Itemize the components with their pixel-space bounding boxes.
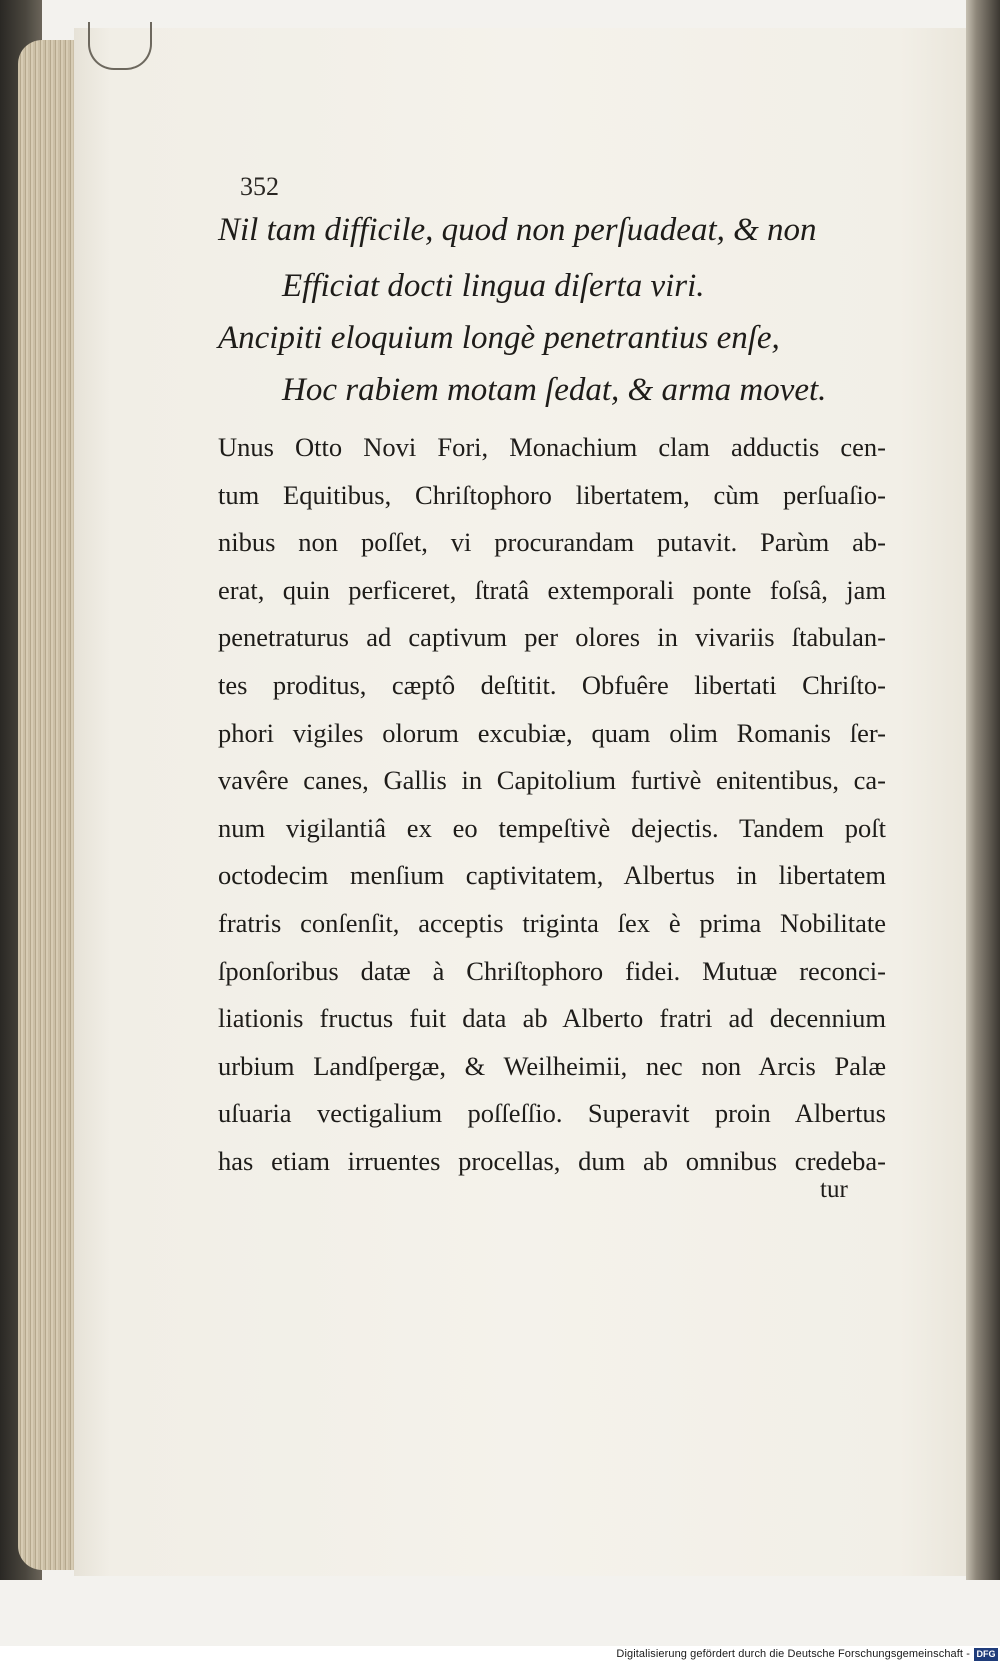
text-line: tes proditus, cæptô deſtitit. Obfuêre libertati Chriſto- xyxy=(218,669,886,700)
page-number: 352 xyxy=(240,172,279,201)
text-line: fratris conſenſit, acceptis triginta ſex è prima Nobilitate xyxy=(218,907,886,938)
text-line: Unus Otto Novi Fori, Monachium clam adductis cen- xyxy=(218,432,886,462)
text-line: has etiam irruentes procellas, dum ab omnibus credeba- xyxy=(218,1145,886,1176)
body-text xyxy=(218,424,886,1186)
text-line: erat, quin perficeret, ſtratâ extemporali ponte foſsâ, jam xyxy=(218,574,886,605)
text-line: octodecim menſium captivitatem, Albertus in libertatem xyxy=(218,860,886,891)
digitization-credit: Digitalisierung gefördert durch die Deutsche Forschungsgemeinschaft - xyxy=(616,1648,970,1660)
dfg-logo: DFG xyxy=(974,1648,998,1661)
page-clip xyxy=(88,22,152,70)
text-line: uſuaria vectigalium poſſeſſio. Superavit proin Albertus xyxy=(218,1098,886,1129)
text-line: num vigilantiâ ex eo tempeſtivè dejectis. Tandem poſt xyxy=(218,812,886,843)
text-line: vavêre canes, Gallis in Capitolium furtivè enitentibus, ca- xyxy=(218,765,886,796)
text-line: urbium Landſpergæ, & Weilheimii, nec non Arcis Palæ xyxy=(218,1050,886,1081)
text-line: nibus non poſſet, vi procurandam putavit. Parùm ab- xyxy=(218,527,886,558)
text-line: penetraturus ad captivum per olores in vivariis ſtabulan- xyxy=(218,622,886,653)
verse-line-3: Ancipiti eloquium longè penetrantius enſe, xyxy=(218,320,780,356)
text-line: liationis fructus fuit data ab Alberto fratri ad decennium xyxy=(218,1003,886,1034)
verse-line-4: Hoc rabiem motam ſedat, & arma movet. xyxy=(282,372,827,408)
text-line: phori vigiles olorum excubiæ, quam olim Romanis ſer- xyxy=(218,717,886,748)
page-edges xyxy=(18,40,80,1570)
book-spine xyxy=(966,0,1000,1580)
verse-line-2: Efficiat docti lingua diſerta viri. xyxy=(282,268,705,304)
catchword: tur xyxy=(820,1176,848,1203)
text-line: ſponſoribus datæ à Chriſtophoro fidei. Mutuæ reconci- xyxy=(218,955,886,986)
text-line: tum Equitibus, Chriſtophoro libertatem, cùm perſuaſio- xyxy=(218,479,886,510)
verse-line-1: Nil tam difficile, quod non perſuadeat, & non xyxy=(218,212,817,248)
